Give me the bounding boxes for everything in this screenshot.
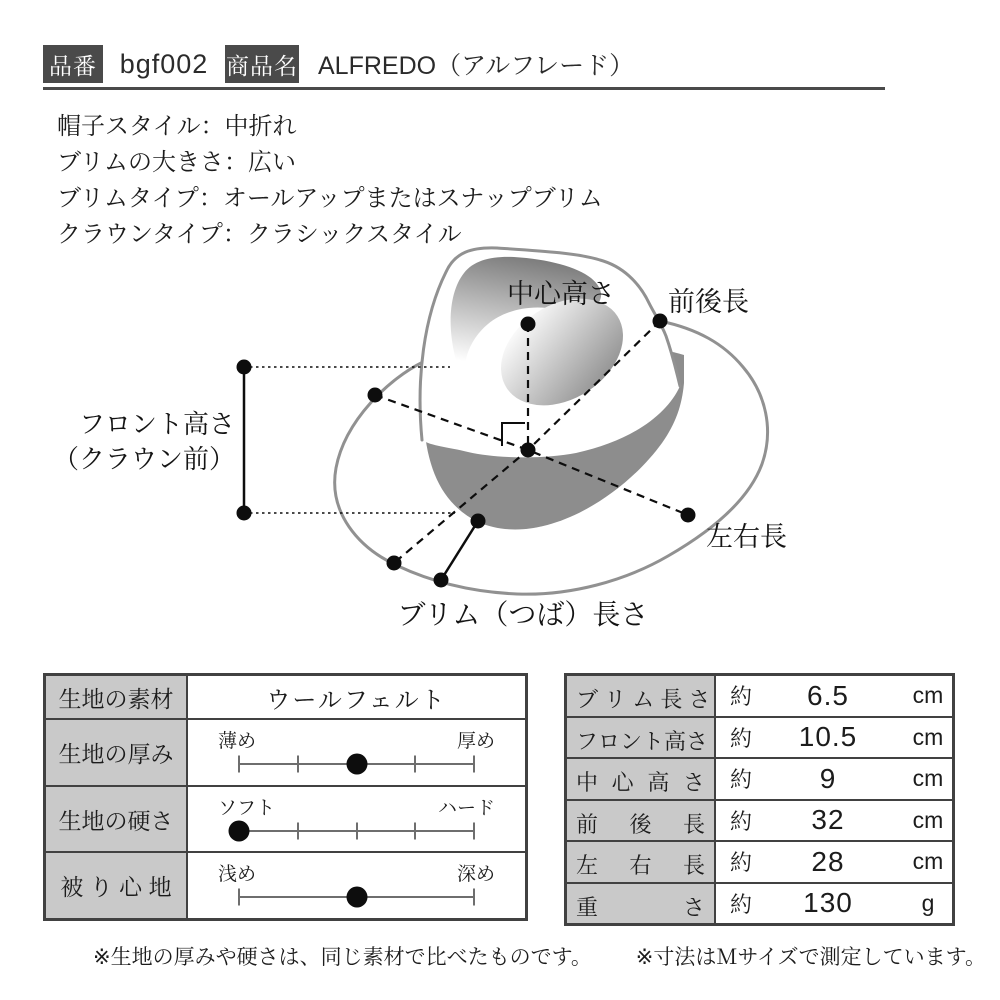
size-row-value — [716, 676, 952, 716]
slider-tick — [414, 756, 416, 773]
fabric-row-content — [188, 787, 525, 852]
size-unit: cm — [912, 848, 944, 875]
fabric-table — [43, 673, 528, 921]
fabric-table-row — [46, 851, 525, 918]
dot-brim-edge — [434, 573, 449, 588]
header-underline — [43, 87, 885, 90]
dot-center-base — [521, 443, 536, 458]
size-table-row — [567, 716, 952, 758]
label-front-height-1: フロント高さ — [78, 409, 235, 439]
size-unit: cm — [912, 682, 944, 709]
size-table — [564, 673, 955, 926]
part-number-label: 品番 — [49, 52, 97, 79]
size-approx-prefix: 約 — [730, 725, 753, 751]
size-table-row — [567, 799, 952, 841]
size-row-value — [716, 842, 952, 882]
slider-tick — [238, 889, 240, 906]
size-row-label: 前 後 長 — [567, 801, 716, 841]
label-front-back-length: 前後長 — [668, 287, 749, 317]
size-number: 9 — [819, 762, 837, 794]
fabric-row-content — [188, 720, 525, 785]
spec-line-brim-type: ブリムタイプ：オールアップまたはスナップブリム — [57, 185, 603, 212]
size-row-label: 重 さ — [567, 884, 716, 924]
slider-max-label: 厚め — [456, 731, 495, 752]
size-row-label: 左 右 長 — [567, 842, 716, 882]
slider-marker-dot — [346, 754, 367, 775]
fabric-row-label: 生地の素材 — [46, 676, 188, 718]
slider-max-label: 深め — [456, 864, 495, 886]
dot-crown-left — [368, 388, 383, 403]
fabric-table-row — [46, 785, 525, 852]
slider-tick — [297, 822, 299, 839]
slider-tick — [297, 756, 299, 773]
hat-measurement-diagram — [0, 240, 1000, 660]
fabric-row-content — [188, 676, 525, 718]
slider-min-label: ソフト — [218, 797, 276, 819]
size-table-row — [567, 676, 952, 716]
label-left-right-length: 左右長 — [706, 522, 787, 552]
size-row-value — [716, 884, 952, 924]
fabric-row-content — [188, 853, 525, 918]
product-name-label: 商品名 — [226, 52, 298, 79]
size-row-value — [716, 718, 952, 758]
part-number-value: bgf002 — [119, 48, 209, 79]
label-front-height-2: （クラウン前） — [52, 444, 235, 474]
size-approx-prefix: 約 — [730, 684, 753, 710]
fabric-material-value: ウールフェルト — [266, 686, 447, 714]
size-number: 28 — [811, 845, 845, 877]
size-unit: g — [921, 889, 935, 916]
spec-lines — [57, 109, 603, 253]
size-row-label: ブ リ ム 長 さ — [567, 676, 716, 716]
size-row-label: フロント高さ — [567, 718, 716, 758]
dot-left-right — [681, 508, 696, 523]
size-unit: cm — [912, 723, 944, 750]
size-unit: cm — [912, 765, 944, 792]
slider-track — [239, 752, 474, 776]
slider-tick — [473, 822, 475, 839]
fabric-scale-slider — [188, 720, 525, 785]
size-number: 130 — [803, 887, 853, 919]
size-approx-prefix: 約 — [730, 767, 753, 793]
label-brim-length: ブリム（つば）長さ — [397, 599, 649, 630]
size-row-value — [716, 801, 952, 841]
slider-tick — [356, 822, 358, 839]
fabric-row-label: 被 り 心 地 — [46, 853, 188, 918]
size-approx-prefix: 約 — [730, 850, 753, 876]
label-center-height: 中心高さ — [507, 279, 615, 309]
slider-track — [239, 819, 474, 843]
product-name-label-box — [225, 45, 299, 83]
slider-tick — [473, 756, 475, 773]
fabric-scale-slider — [188, 853, 525, 918]
spec-line-hat-style: 帽子スタイル：中折れ — [57, 113, 297, 140]
fabric-scale-slider — [188, 787, 525, 852]
fabric-table-row — [46, 718, 525, 785]
dot-front-height-bottom — [237, 506, 252, 521]
slider-track — [239, 885, 474, 909]
slider-tick — [238, 756, 240, 773]
dot-band-bottom — [471, 514, 486, 529]
slider-tick — [473, 889, 475, 906]
dot-front-height-top — [237, 360, 252, 375]
dot-front-back — [653, 314, 668, 329]
slider-marker-dot — [229, 820, 250, 841]
slider-min-label: 浅め — [218, 864, 257, 886]
slider-min-label: 薄め — [218, 731, 257, 752]
spec-line-crown-type: クラウンタイプ：クラシックスタイル — [57, 221, 462, 248]
fabric-row-label: 生地の厚み — [46, 720, 188, 785]
slider-tick — [414, 822, 416, 839]
fabric-row-label: 生地の硬さ — [46, 787, 188, 852]
size-approx-prefix: 約 — [730, 808, 753, 834]
size-number: 32 — [811, 804, 845, 836]
size-table-row — [567, 757, 952, 799]
size-table-row — [567, 840, 952, 882]
size-table-row — [567, 882, 952, 924]
size-unit: cm — [912, 806, 944, 833]
slider-marker-dot — [346, 887, 367, 908]
size-number: 6.5 — [807, 679, 849, 711]
spec-line-brim-size: ブリムの大きさ：広い — [57, 149, 297, 176]
size-number: 10.5 — [798, 721, 858, 753]
dot-brim-lower-left — [387, 556, 402, 571]
size-row-label: 中 心 高 さ — [567, 759, 716, 799]
size-row-value — [716, 759, 952, 799]
dot-center-height-top — [521, 317, 536, 332]
product-name-value: ALFREDO（アルフレード） — [318, 52, 635, 80]
fabric-table-row — [46, 676, 525, 718]
size-approx-prefix: 約 — [730, 891, 753, 917]
part-number-label-box — [43, 45, 103, 83]
slider-max-label: ハード — [437, 797, 495, 819]
size-footnote: ※寸法はＭサイズで測定しています。 — [635, 946, 986, 969]
fabric-footnote: ※生地の厚みや硬さは、同じ素材で比べたものです。 — [93, 946, 592, 969]
